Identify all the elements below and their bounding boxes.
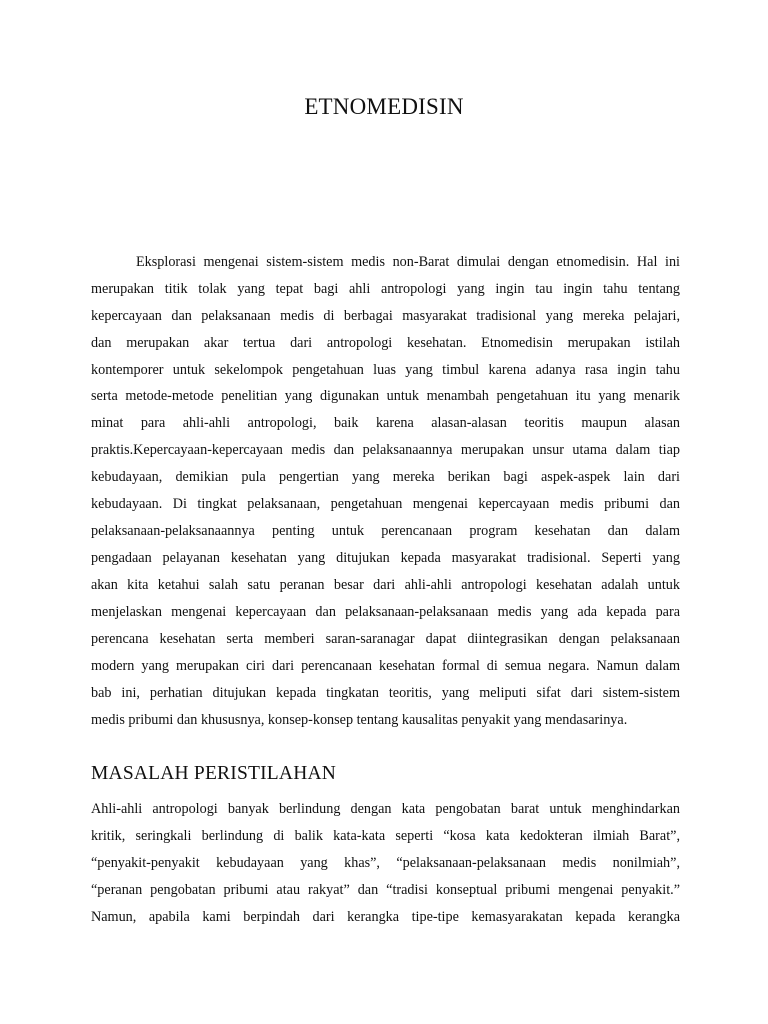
- paragraph-line: Eksplorasi mengenai sistem-sistem medis non-Barat dimulai dengan etnomedisin. Hal ini: [136, 254, 680, 270]
- document-title: ETNOMEDISIN: [304, 94, 464, 119]
- paragraph-line: perencana kesehatan serta memberi saran-saranagar dapat diintegrasikan dengan pelaksanaan: [91, 631, 680, 647]
- paragraph-line: Namun, apabila kami berpindah dari kerangka tipe-tipe kemasyarakatan kepada kerangka: [91, 909, 680, 925]
- paragraph-line: serta metode-metode penelitian yang digunakan untuk menambah pengetahuan itu yang menarik: [91, 388, 680, 404]
- section-heading: MASALAH PERISTILAHAN: [91, 763, 337, 784]
- paragraph-line: pelaksanaan-pelaksanaannya penting untuk perencanaan program kesehatan dan dalam: [91, 523, 680, 539]
- paragraph-line: kritik, seringkali berlindung di balik kata-kata seperti “kosa kata kedokteran ilmiah Barat”,: [91, 828, 680, 844]
- paragraph-line: Ahli-ahli antropologi banyak berlindung dengan kata pengobatan barat untuk menghindarkan: [91, 801, 680, 817]
- paragraph-line: praktis.Kepercayaan-kepercayaan medis dan pelaksanaannya merupakan unsur utama dalam tiap: [91, 442, 680, 458]
- paragraph-line: “penyakit-penyakit kebudayaan yang khas”, “pelaksanaan-pelaksanaan medis nonilmiah”,: [91, 855, 680, 871]
- paragraph-line: pengadaan pelayanan kesehatan yang ditujukan kepada masyarakat tradisional. Seperti yang: [91, 550, 680, 566]
- paragraph-line: merupakan titik tolak yang tepat bagi ahli antropologi yang ingin tau ingin tahu tentang: [91, 281, 680, 297]
- paragraph-line: “peranan pengobatan pribumi atau rakyat” dan “tradisi konseptual pribumi mengenai penyakit.”: [91, 882, 680, 898]
- paragraph-line: akan kita ketahui salah satu peranan besar dari ahli-ahli antropologi kesehatan adalah untuk: [91, 577, 680, 593]
- paragraph-line: dan merupakan akar tertua dari antropologi kesehatan. Etnomedisin merupakan istilah: [91, 335, 680, 351]
- paragraph-line: kebudayaan. Di tingkat pelaksanaan, pengetahuan mengenai kepercayaan medis pribumi dan: [91, 496, 680, 512]
- paragraph-line: menjelaskan mengenai kepercayaan dan pelaksanaan-pelaksanaan medis yang ada kepada para: [91, 604, 680, 620]
- paragraph-line: minat para ahli-ahli antropologi, baik karena alasan-alasan teoritis maupun alasan: [91, 415, 680, 431]
- paragraph-line: bab ini, perhatian ditujukan kepada tingkatan teoritis, yang meliputi sifat dari sistem-sistem: [91, 685, 680, 701]
- paragraph-line: modern yang merupakan ciri dari perencanaan kesehatan formal di semua negara. Namun dalam: [91, 658, 680, 674]
- paragraph-line: kontemporer untuk sekelompok pengetahuan luas yang timbul karena adanya rasa ingin tahu: [91, 362, 680, 378]
- paragraph-line: medis pribumi dan khususnya, konsep-konsep tentang kausalitas penyakit yang mendasarinya.: [91, 712, 628, 728]
- paragraph-line: kepercayaan dan pelaksanaan medis di berbagai masyarakat tradisional yang mereka pelajari,: [91, 308, 680, 324]
- paragraph-line: kebudayaan, demikian pula pengertian yang mereka berikan bagi aspek-aspek lain dari: [91, 469, 680, 485]
